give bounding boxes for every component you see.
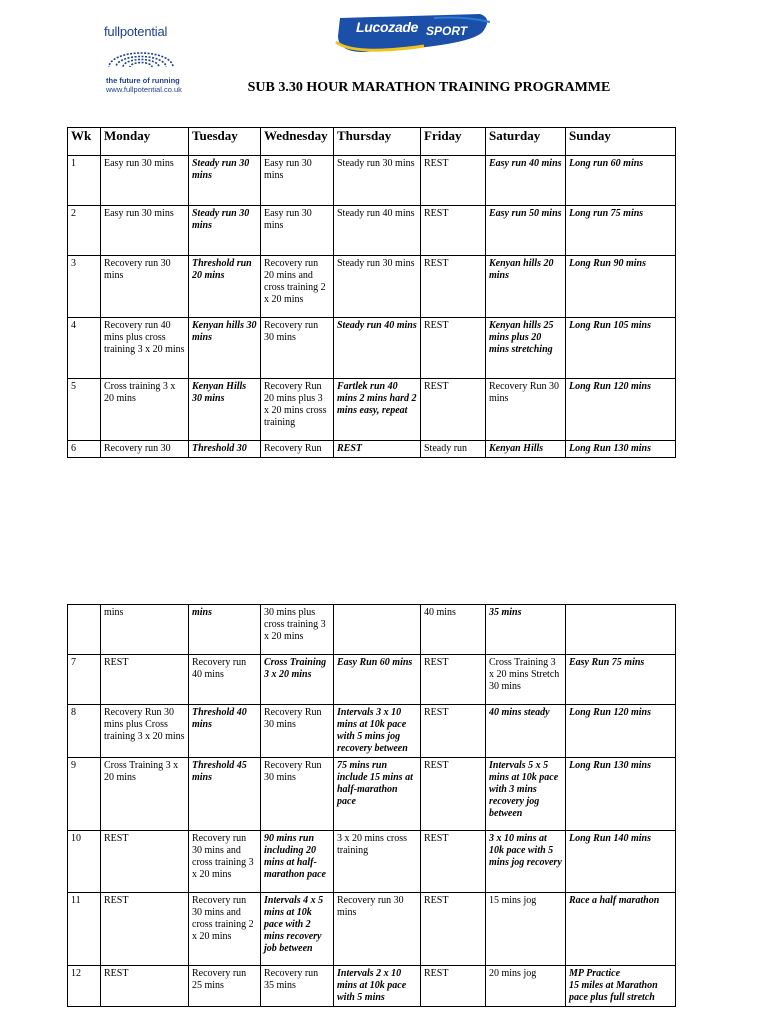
cell-wed: Recovery run 30 mins [261,318,334,379]
cell-sat: Recovery Run 30 mins [486,379,566,441]
cell-wed: 90 mins run including 20 mins at half-marathon pace [261,831,334,893]
cell-sun: Long Run 120 mins [566,379,676,441]
cell-mon: Easy run 30 mins [101,156,189,206]
cell-thu: REST [334,441,421,458]
cell-sat: 15 mins jog [486,893,566,966]
cell-wed: Easy run 30 mins [261,206,334,256]
cell-thu: Recovery run 30 mins [334,893,421,966]
cell-mon: Recovery run 30 mins [101,256,189,318]
training-table-page-1 [67,127,676,458]
cell-thu: 75 mins run include 15 mins at half-marathon pace [334,758,421,831]
table-row [68,758,676,831]
cell-mon: REST [101,966,189,1007]
cell-fri: REST [421,705,486,758]
cell-thu [334,605,421,655]
cell-fri: REST [421,966,486,1007]
cell-wed: Easy run 30 mins [261,156,334,206]
training-table-page-2 [67,604,676,1007]
cell-fri: REST [421,318,486,379]
table-row [68,379,676,441]
cell-sat: Kenyan Hills [486,441,566,458]
cell-wk [68,605,101,655]
cell-thu: Steady run 40 mins [334,318,421,379]
cell-sat: Easy run 50 mins [486,206,566,256]
header-friday: Friday [421,128,486,156]
cell-tue: Threshold 40 mins [189,705,261,758]
cell-mon: Easy run 30 mins [101,206,189,256]
header-week: Wk [68,128,101,156]
cell-fri: 40 mins [421,605,486,655]
table-row [68,441,676,458]
page-title: SUB 3.30 HOUR MARATHON TRAINING PROGRAMME [247,80,611,95]
cell-wk: 9 [68,758,101,831]
cell-mon: REST [101,655,189,705]
cell-tue: Threshold 45 mins [189,758,261,831]
cell-tue: Kenyan hills 30 mins [189,318,261,379]
cell-sun: MP Practice 15 miles at Marathon pace plus full stretch [566,966,676,1007]
cell-thu: Intervals 2 x 10 mins at 10k pace with 5 mins [334,966,421,1007]
table-row [68,705,676,758]
cell-sun: Long Run 90 mins [566,256,676,318]
cell-sun: Long Run 130 mins [566,758,676,831]
table-row [68,206,676,256]
cell-sun: Long Run 105 mins [566,318,676,379]
cell-fri: REST [421,893,486,966]
cell-mon: Cross Training 3 x 20 mins [101,758,189,831]
cell-wed: Recovery Run [261,441,334,458]
cell-wk: 7 [68,655,101,705]
cell-tue: Recovery run 40 mins [189,655,261,705]
table-row [68,893,676,966]
header-monday: Monday [101,128,189,156]
cell-mon: Recovery run 30 [101,441,189,458]
fullpotential-url: www.fullpotential.co.uk [106,85,182,94]
fullpotential-tagline-text: the future of running [106,76,180,85]
cell-sun: Long Run 120 mins [566,705,676,758]
header-tuesday: Tuesday [189,128,261,156]
cell-sat: Cross Training 3 x 20 mins Stretch 30 mins [486,655,566,705]
cell-thu: Fartlek run 40 mins 2 mins hard 2 mins easy, repeat [334,379,421,441]
cell-mon: mins [101,605,189,655]
lucozade-sport-wordmark: SPORT [426,24,468,38]
table-row [68,655,676,705]
cell-sat: 40 mins steady [486,705,566,758]
cell-sun [566,605,676,655]
table-row [68,831,676,893]
cell-sun: Long Run 140 mins [566,831,676,893]
table-row [68,966,676,1007]
cell-tue: mins [189,605,261,655]
cell-mon: Recovery run 40 mins plus cross training 3 x 20 mins [101,318,189,379]
cell-wk: 2 [68,206,101,256]
cell-wk: 4 [68,318,101,379]
table-row [68,156,676,206]
cell-wed: Cross Training 3 x 20 mins [261,655,334,705]
cell-wk: 3 [68,256,101,318]
cell-thu: Steady run 30 mins [334,256,421,318]
header-sunday: Sunday [566,128,676,156]
cell-wk: 6 [68,441,101,458]
table-row [68,318,676,379]
cell-fri: REST [421,256,486,318]
cell-sat: Easy run 40 mins [486,156,566,206]
cell-tue: Steady run 30 mins [189,156,261,206]
cell-wed: Recovery Run 20 mins plus 3 x 20 mins cross training [261,379,334,441]
cell-sat: Kenyan hills 25 mins plus 20 mins stretching [486,318,566,379]
table-row [68,605,676,655]
cell-mon: Cross training 3 x 20 mins [101,379,189,441]
cell-sat: 3 x 10 mins at 10k pace with 5 mins jog recovery [486,831,566,893]
cell-sat: 20 mins jog [486,966,566,1007]
cell-tue: Steady run 30 mins [189,206,261,256]
header-thursday: Thursday [334,128,421,156]
cell-wk: 5 [68,379,101,441]
table-row [68,256,676,318]
cell-tue: Recovery run 25 mins [189,966,261,1007]
cell-thu: Easy Run 60 mins [334,655,421,705]
fullpotential-swirl-icon [106,41,176,75]
cell-mon: REST [101,893,189,966]
cell-fri: REST [421,655,486,705]
cell-mon: Recovery Run 30 mins plus Cross training 3 x 20 mins [101,705,189,758]
cell-fri: REST [421,758,486,831]
cell-tue: Kenyan Hills 30 mins [189,379,261,441]
lucozade-sport-logo [334,12,494,54]
cell-wk: 11 [68,893,101,966]
cell-fri: REST [421,831,486,893]
cell-wed: Recovery Run 30 mins [261,758,334,831]
cell-sat: 35 mins [486,605,566,655]
cell-wed: Intervals 4 x 5 mins at 10k pace with 2 mins recovery job between [261,893,334,966]
cell-sun: Race a half marathon [566,893,676,966]
cell-sat: Intervals 5 x 5 mins at 10k pace with 3 mins recovery jog between [486,758,566,831]
header-saturday: Saturday [486,128,566,156]
table-body-page-2 [68,605,676,1007]
cell-wk: 12 [68,966,101,1007]
cell-tue: Recovery run 30 mins and cross training 3 x 20 mins [189,831,261,893]
cell-sun: Long Run 130 mins [566,441,676,458]
cell-fri: REST [421,156,486,206]
lucozade-wordmark: Lucozade [356,19,419,35]
cell-wed: Recovery run 20 mins and cross training 2 x 20 mins [261,256,334,318]
cell-fri: REST [421,379,486,441]
cell-tue: Threshold run 20 mins [189,256,261,318]
fullpotential-name: fullpotential [104,24,168,39]
cell-thu: Steady run 30 mins [334,156,421,206]
cell-wk: 8 [68,705,101,758]
header-wednesday: Wednesday [261,128,334,156]
cell-sun: Easy Run 75 mins [566,655,676,705]
cell-thu: Steady run 40 mins [334,206,421,256]
cell-wed: Recovery run 35 mins [261,966,334,1007]
cell-tue: Threshold 30 [189,441,261,458]
table-body-page-1 [68,156,676,458]
cell-fri: REST [421,206,486,256]
cell-wk: 1 [68,156,101,206]
cell-tue: Recovery run 30 mins and cross training 2 x 20 mins [189,893,261,966]
cell-mon: REST [101,831,189,893]
table-header-row [68,128,676,156]
cell-wed: 30 mins plus cross training 3 x 20 mins [261,605,334,655]
cell-sun: Long run 60 mins [566,156,676,206]
cell-sat: Kenyan hills 20 mins [486,256,566,318]
cell-thu: Intervals 3 x 10 mins at 10k pace with 5 mins jog recovery between [334,705,421,758]
cell-sun: Long run 75 mins [566,206,676,256]
cell-fri: Steady run [421,441,486,458]
cell-wk: 10 [68,831,101,893]
cell-wed: Recovery Run 30 mins [261,705,334,758]
cell-thu: 3 x 20 mins cross training [334,831,421,893]
